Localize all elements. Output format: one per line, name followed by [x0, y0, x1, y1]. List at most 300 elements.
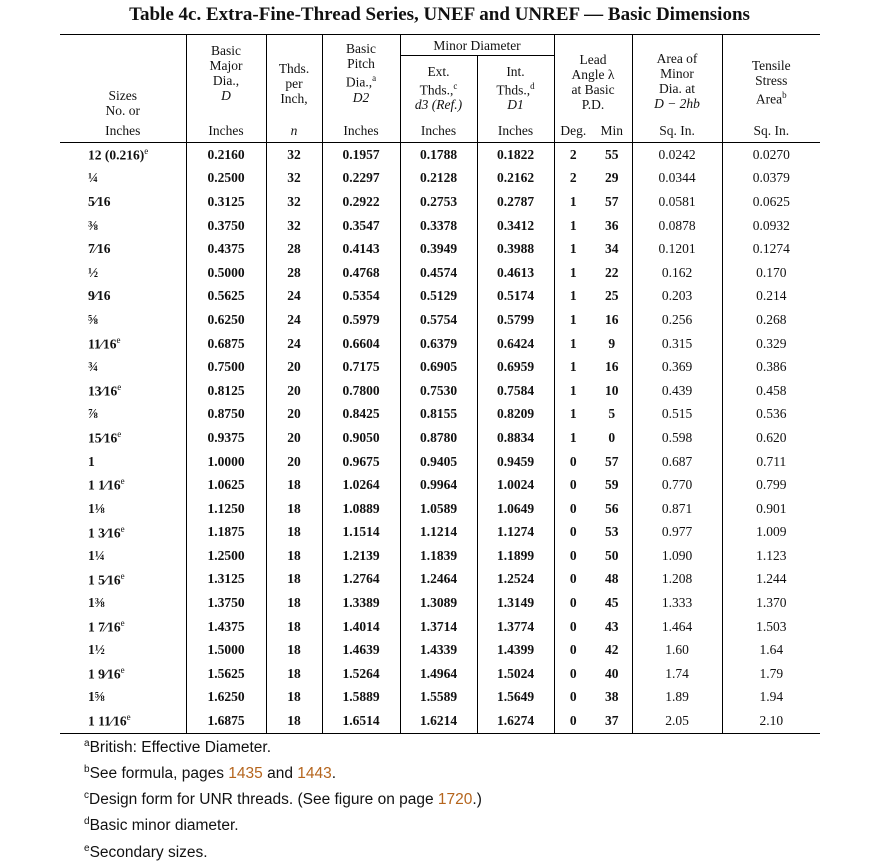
cell-size: 1 9⁄16e	[88, 665, 125, 682]
cell-thds: 18	[266, 591, 322, 615]
cell-area: 1.74	[632, 662, 722, 686]
cell-deg: 0	[554, 662, 592, 686]
cell-min: 55	[605, 146, 619, 162]
cell-thds: 18	[266, 497, 322, 521]
cell-thds: 24	[266, 285, 322, 309]
cell-pitch: 1.0264	[322, 473, 400, 497]
cell-major: 0.8125	[186, 379, 266, 403]
cell-major: 1.1875	[186, 521, 266, 545]
cell-area: 0.871	[632, 497, 722, 521]
cell-min: 50	[605, 547, 619, 563]
cell-major: 1.6875	[186, 709, 266, 733]
cell-min: 53	[605, 524, 619, 540]
cell-pitch: 0.4143	[322, 237, 400, 261]
cell-pitch: 1.2139	[322, 544, 400, 568]
cell-thds: 28	[266, 261, 322, 285]
unit-area: Sq. In.	[632, 120, 722, 143]
cell-min: 16	[605, 311, 619, 327]
cell-thds: 32	[266, 190, 322, 214]
cell-major: 0.3125	[186, 190, 266, 214]
cell-int: 1.0024	[477, 473, 554, 497]
cell-thds: 18	[266, 521, 322, 545]
cell-thds: 20	[266, 450, 322, 474]
cell-min: 10	[605, 382, 619, 398]
cell-tensile: 1.79	[722, 662, 820, 686]
unit-thds: n	[266, 120, 322, 143]
cell-int: 0.1822	[477, 143, 554, 167]
cell-size: 1⅜	[88, 595, 105, 611]
header-sizes: Sizes No. or	[60, 35, 186, 121]
cell-deg: 1	[554, 285, 592, 309]
unit-major: Inches	[186, 120, 266, 143]
cell-pitch: 1.4639	[322, 638, 400, 662]
cell-deg: 1	[554, 332, 592, 356]
cell-size: ¾	[88, 359, 99, 375]
cell-pitch: 0.5354	[322, 285, 400, 309]
cell-area: 0.977	[632, 521, 722, 545]
cell-ext: 1.3714	[400, 615, 477, 639]
cell-pitch: 0.4768	[322, 261, 400, 285]
cell-tensile: 0.901	[722, 497, 820, 521]
cell-size: 5⁄16	[88, 193, 111, 209]
table-row	[60, 143, 820, 167]
cell-major: 0.4375	[186, 237, 266, 261]
cell-tensile: 0.214	[722, 285, 820, 309]
footnote-b: $^b$See formula, pages 1435 and 1443.	[84, 764, 337, 783]
unit-sizes: Inches	[60, 120, 186, 143]
cell-thds: 32	[266, 167, 322, 191]
cell-major: 1.5625	[186, 662, 266, 686]
cell-area: 0.687	[632, 450, 722, 474]
cell-thds: 18	[266, 568, 322, 592]
cell-tensile: 0.799	[722, 473, 820, 497]
cell-thds: 32	[266, 143, 322, 167]
cell-tensile: 1.64	[722, 638, 820, 662]
footnotes	[84, 733, 482, 864]
cell-size: 1½	[88, 642, 105, 658]
cell-size: ⅝	[88, 311, 99, 327]
cell-thds: 20	[266, 355, 322, 379]
cell-int: 1.0649	[477, 497, 554, 521]
table-row	[60, 308, 820, 332]
cell-tensile: 1.94	[722, 686, 820, 710]
cell-deg: 1	[554, 308, 592, 332]
cell-ext: 1.6214	[400, 709, 477, 733]
cell-int: 0.8834	[477, 426, 554, 450]
cell-size: 1⅝	[88, 689, 105, 705]
cell-int: 0.2162	[477, 167, 554, 191]
cell-size: 1⅛	[88, 500, 105, 516]
cell-deg: 0	[554, 709, 592, 733]
cell-size: 15⁄16e	[88, 429, 122, 446]
cell-pitch: 1.1514	[322, 521, 400, 545]
cell-int: 0.4613	[477, 261, 554, 285]
cell-deg: 0	[554, 521, 592, 545]
unit-deg: Deg.	[554, 120, 592, 143]
cell-int: 1.5024	[477, 662, 554, 686]
cell-min: 0	[608, 429, 616, 445]
cell-area: 2.05	[632, 709, 722, 733]
cell-thds: 18	[266, 709, 322, 733]
cell-size: 7⁄16	[88, 241, 111, 257]
cell-pitch: 0.6604	[322, 332, 400, 356]
cell-area: 1.208	[632, 568, 722, 592]
cell-pitch: 0.3547	[322, 214, 400, 238]
cell-pitch: 0.9675	[322, 450, 400, 474]
cell-pitch: 1.3389	[322, 591, 400, 615]
cell-size: ⅜	[88, 217, 99, 233]
cell-min: 5	[608, 406, 616, 422]
cell-major: 1.0000	[186, 450, 266, 474]
cell-int: 0.7584	[477, 379, 554, 403]
cell-size: 12 $(0.216)^e$	[88, 146, 149, 163]
cell-area: 1.60	[632, 638, 722, 662]
table-row	[60, 190, 820, 214]
cell-min: 22	[605, 264, 619, 280]
cell-int: 1.2524	[477, 568, 554, 592]
header-thds-per-inch: Thds. per Inch,	[266, 35, 322, 121]
cell-deg: 1	[554, 379, 592, 403]
cell-size: 13⁄16e	[88, 381, 122, 399]
cell-size: 1 1⁄16e	[88, 476, 125, 493]
cell-deg: 1	[554, 214, 592, 238]
cell-ext: 0.9964	[400, 473, 477, 497]
cell-area: 0.256	[632, 308, 722, 332]
cell-tensile: 0.536	[722, 403, 820, 427]
cell-int: 1.3774	[477, 615, 554, 639]
cell-major: 0.6250	[186, 308, 266, 332]
cell-major: 1.2500	[186, 544, 266, 568]
cell-area: 0.770	[632, 473, 722, 497]
cell-ext: 0.1788	[400, 143, 477, 167]
table-row	[60, 285, 820, 309]
cell-area: 0.0581	[632, 190, 722, 214]
cell-deg: 0	[554, 686, 592, 710]
footnote-a: $^a$British: Effective Diameter.	[84, 738, 272, 757]
cell-min: 36	[605, 217, 619, 233]
table-row	[60, 332, 820, 356]
cell-ext: 1.0589	[400, 497, 477, 521]
cell-area: 0.1201	[632, 237, 722, 261]
cell-min: 45	[605, 595, 619, 611]
footnote-e: $^e$Secondary sizes.	[84, 842, 208, 861]
cell-int: 0.8209	[477, 403, 554, 427]
cell-int: 0.6959	[477, 355, 554, 379]
cell-pitch: 1.2764	[322, 568, 400, 592]
cell-deg: 0	[554, 450, 592, 474]
cell-major: 0.5000	[186, 261, 266, 285]
cell-int: 1.1899	[477, 544, 554, 568]
cell-pitch: 1.6514	[322, 709, 400, 733]
cell-deg: 1	[554, 426, 592, 450]
cell-area: 0.369	[632, 355, 722, 379]
cell-thds: 18	[266, 544, 322, 568]
cell-min: 43	[605, 618, 619, 634]
table-row	[60, 261, 820, 285]
cell-deg: 1	[554, 190, 592, 214]
cell-pitch: 0.2297	[322, 167, 400, 191]
cell-int: 1.4399	[477, 638, 554, 662]
cell-deg: 1	[554, 261, 592, 285]
table-row	[60, 568, 820, 592]
page-link-1720[interactable]: 1720	[437, 791, 473, 809]
cell-pitch: 0.7800	[322, 379, 400, 403]
cell-size: 1 11⁄16e	[60, 709, 186, 733]
cell-pitch: 0.1957	[322, 143, 400, 167]
table-row	[60, 214, 820, 238]
cell-area: 0.598	[632, 426, 722, 450]
cell-tensile: 0.0379	[722, 167, 820, 191]
cell-int: 0.3412	[477, 214, 554, 238]
cell-area: 0.0344	[632, 167, 722, 191]
unit-int: Inches	[477, 120, 554, 143]
cell-tensile: 0.620	[722, 426, 820, 450]
cell-tensile: 0.170	[722, 261, 820, 285]
cell-int: 0.3988	[477, 237, 554, 261]
table-row	[60, 638, 820, 662]
cell-thds: 24	[266, 308, 322, 332]
cell-min: 57	[605, 453, 619, 469]
unit-min: Min	[592, 120, 632, 143]
cell-major: 0.2160	[186, 143, 266, 167]
cell-ext: 0.2753	[400, 190, 477, 214]
table-row	[60, 403, 820, 427]
unit-tensile: Sq. In.	[722, 120, 820, 143]
cell-ext: 1.1214	[400, 521, 477, 545]
cell-deg: 0	[554, 615, 592, 639]
cell-min: 59	[605, 477, 619, 493]
table-row	[60, 615, 820, 639]
cell-thds: 28	[266, 237, 322, 261]
cell-size: ½	[88, 264, 99, 280]
cell-area: 1.333	[632, 591, 722, 615]
table-row	[60, 662, 820, 686]
cell-pitch: 0.5979	[322, 308, 400, 332]
header-minor-diameter: Minor Diameter	[400, 35, 554, 56]
cell-tensile: 1.503	[722, 615, 820, 639]
cell-ext: 0.5754	[400, 308, 477, 332]
table-row	[60, 167, 820, 191]
header-int-thds: Int. Thds.,$^d$ D1	[477, 56, 554, 121]
cell-min: 40	[605, 665, 619, 681]
header-tensile-area: Tensile Stress Area$^b$	[722, 35, 820, 121]
cell-pitch: 0.7175	[322, 355, 400, 379]
cell-tensile: 1.370	[722, 591, 820, 615]
cell-thds: 32	[266, 214, 322, 238]
cell-deg: 0	[554, 497, 592, 521]
cell-deg: 2	[554, 167, 592, 191]
cell-min: 42	[605, 642, 619, 658]
header-pitch-dia: Basic Pitch Dia.,$^a$ D2	[322, 35, 400, 121]
cell-deg: 0	[554, 473, 592, 497]
table-row	[60, 426, 820, 450]
cell-deg: 0	[554, 544, 592, 568]
cell-ext: 0.6379	[400, 332, 477, 356]
cell-tensile: 1.244	[722, 568, 820, 592]
cell-pitch: 0.2922	[322, 190, 400, 214]
table-title: Table 4c. Extra-Fine-Thread Series, UNEF and UNREF — Basic Dimensions	[129, 4, 750, 25]
table-row	[60, 709, 820, 733]
cell-deg: 2	[554, 143, 592, 167]
page-link-1443[interactable]: 1443	[297, 765, 332, 783]
cell-min: 9	[608, 335, 616, 351]
cell-major: 0.8750	[186, 403, 266, 427]
cell-tensile: 1.009	[722, 521, 820, 545]
cell-thds: 18	[266, 473, 322, 497]
cell-major: 1.5000	[186, 638, 266, 662]
cell-ext: 0.2128	[400, 167, 477, 191]
footnote-d: $^d$Basic minor diameter.	[84, 816, 239, 835]
cell-size: 1	[88, 453, 95, 469]
cell-size: ¼	[88, 170, 99, 186]
cell-major: 0.5625	[186, 285, 266, 309]
cell-int: 1.5649	[477, 686, 554, 710]
cell-area: 0.439	[632, 379, 722, 403]
cell-tensile: 0.386	[722, 355, 820, 379]
cell-thds: 20	[266, 379, 322, 403]
cell-area: 0.0242	[632, 143, 722, 167]
cell-thds: 18	[266, 638, 322, 662]
cell-thds: 20	[266, 403, 322, 427]
cell-size: 1 3⁄16e	[88, 523, 125, 541]
cell-ext: 0.5129	[400, 285, 477, 309]
cell-ext: 0.3949	[400, 237, 477, 261]
cell-min: 25	[605, 288, 619, 304]
header-area-minor: Area of Minor Dia. at D − 2hb	[632, 35, 722, 121]
cell-major: 0.7500	[186, 355, 266, 379]
cell-int: 0.9459	[477, 450, 554, 474]
cell-area: 0.203	[632, 285, 722, 309]
cell-deg: 1	[554, 237, 592, 261]
cell-size: ⅞	[88, 406, 99, 422]
cell-major: 1.6250	[186, 686, 266, 710]
cell-min: 37	[592, 709, 632, 733]
unit-ext: Inches	[400, 120, 477, 143]
cell-min: 38	[605, 689, 619, 705]
unit-pitch: Inches	[322, 120, 400, 143]
footnote-c: $^c$Design form for UNR threads. (See figure on page 1720.)	[84, 790, 482, 809]
table-row	[60, 686, 820, 710]
cell-major: 0.9375	[186, 426, 266, 450]
table-row	[60, 544, 820, 568]
cell-int: 0.2787	[477, 190, 554, 214]
cell-major: 1.0625	[186, 473, 266, 497]
cell-int: 0.5174	[477, 285, 554, 309]
thread-dimensions-table	[60, 34, 820, 734]
cell-area: 1.89	[632, 686, 722, 710]
cell-min: 56	[605, 500, 619, 516]
header-ext-thds: Ext. Thds.,$^c$ d3 (Ref.)	[400, 56, 477, 121]
cell-size: 9⁄16	[88, 288, 111, 304]
cell-ext: 1.4964	[400, 662, 477, 686]
cell-major: 1.4375	[186, 615, 266, 639]
cell-deg: 0	[554, 591, 592, 615]
table-body	[60, 143, 820, 734]
header-lead-angle: Lead Angle λ at Basic P.D.	[554, 35, 632, 121]
cell-ext: 1.5589	[400, 686, 477, 710]
cell-area: 0.162	[632, 261, 722, 285]
cell-pitch: 0.8425	[322, 403, 400, 427]
table-row	[60, 521, 820, 545]
cell-size: 1¼	[88, 547, 105, 563]
table-row	[60, 379, 820, 403]
cell-pitch: 0.9050	[322, 426, 400, 450]
cell-pitch: 1.4014	[322, 615, 400, 639]
cell-tensile: 0.268	[722, 308, 820, 332]
header-major-dia: Basic Major Dia., D	[186, 35, 266, 121]
cell-ext: 0.3378	[400, 214, 477, 238]
cell-int: 1.3149	[477, 591, 554, 615]
table-row	[60, 237, 820, 261]
cell-thds: 20	[266, 426, 322, 450]
cell-tensile: 0.458	[722, 379, 820, 403]
cell-pitch: 1.5264	[322, 662, 400, 686]
cell-major: 1.3750	[186, 591, 266, 615]
cell-area: 1.090	[632, 544, 722, 568]
cell-area: 0.0878	[632, 214, 722, 238]
cell-tensile: 0.0270	[722, 143, 820, 167]
table-row	[60, 450, 820, 474]
cell-int: 0.6424	[477, 332, 554, 356]
cell-min: 34	[605, 241, 619, 257]
cell-thds: 18	[266, 662, 322, 686]
cell-min: 16	[605, 359, 619, 375]
cell-tensile: 0.0625	[722, 190, 820, 214]
cell-min: 57	[605, 193, 619, 209]
table-row	[60, 355, 820, 379]
cell-ext: 0.7530	[400, 379, 477, 403]
cell-thds: 24	[266, 332, 322, 356]
cell-pitch: 1.5889	[322, 686, 400, 710]
cell-pitch: 1.0889	[322, 497, 400, 521]
cell-tensile: 0.1274	[722, 237, 820, 261]
cell-min: 29	[605, 170, 619, 186]
cell-major: 0.2500	[186, 167, 266, 191]
cell-ext: 0.9405	[400, 450, 477, 474]
cell-deg: 1	[554, 355, 592, 379]
cell-thds: 18	[266, 615, 322, 639]
cell-deg: 1	[554, 403, 592, 427]
cell-ext: 0.8780	[400, 426, 477, 450]
cell-major: 0.6875	[186, 332, 266, 356]
cell-area: 1.464	[632, 615, 722, 639]
cell-major: 1.3125	[186, 568, 266, 592]
cell-size: 1 7⁄16e	[88, 617, 125, 635]
cell-ext: 1.4339	[400, 638, 477, 662]
cell-int: 1.6274	[477, 709, 554, 733]
cell-size: 11⁄16e	[88, 334, 121, 352]
cell-tensile: 2.10	[722, 709, 820, 733]
cell-major: 0.3750	[186, 214, 266, 238]
cell-int: 0.5799	[477, 308, 554, 332]
cell-deg: 0	[554, 638, 592, 662]
cell-ext: 1.3089	[400, 591, 477, 615]
cell-thds: 18	[266, 686, 322, 710]
cell-tensile: 0.711	[722, 450, 820, 474]
cell-area: 0.315	[632, 332, 722, 356]
cell-tensile: 0.0932	[722, 214, 820, 238]
cell-min: 48	[605, 571, 619, 587]
table-row	[60, 473, 820, 497]
cell-ext: 1.2464	[400, 568, 477, 592]
table-row	[60, 591, 820, 615]
cell-ext: 1.1839	[400, 544, 477, 568]
cell-ext: 0.6905	[400, 355, 477, 379]
page-link-1435[interactable]: 1435	[228, 765, 263, 783]
cell-ext: 0.8155	[400, 403, 477, 427]
cell-tensile: 1.123	[722, 544, 820, 568]
cell-deg: 0	[554, 568, 592, 592]
